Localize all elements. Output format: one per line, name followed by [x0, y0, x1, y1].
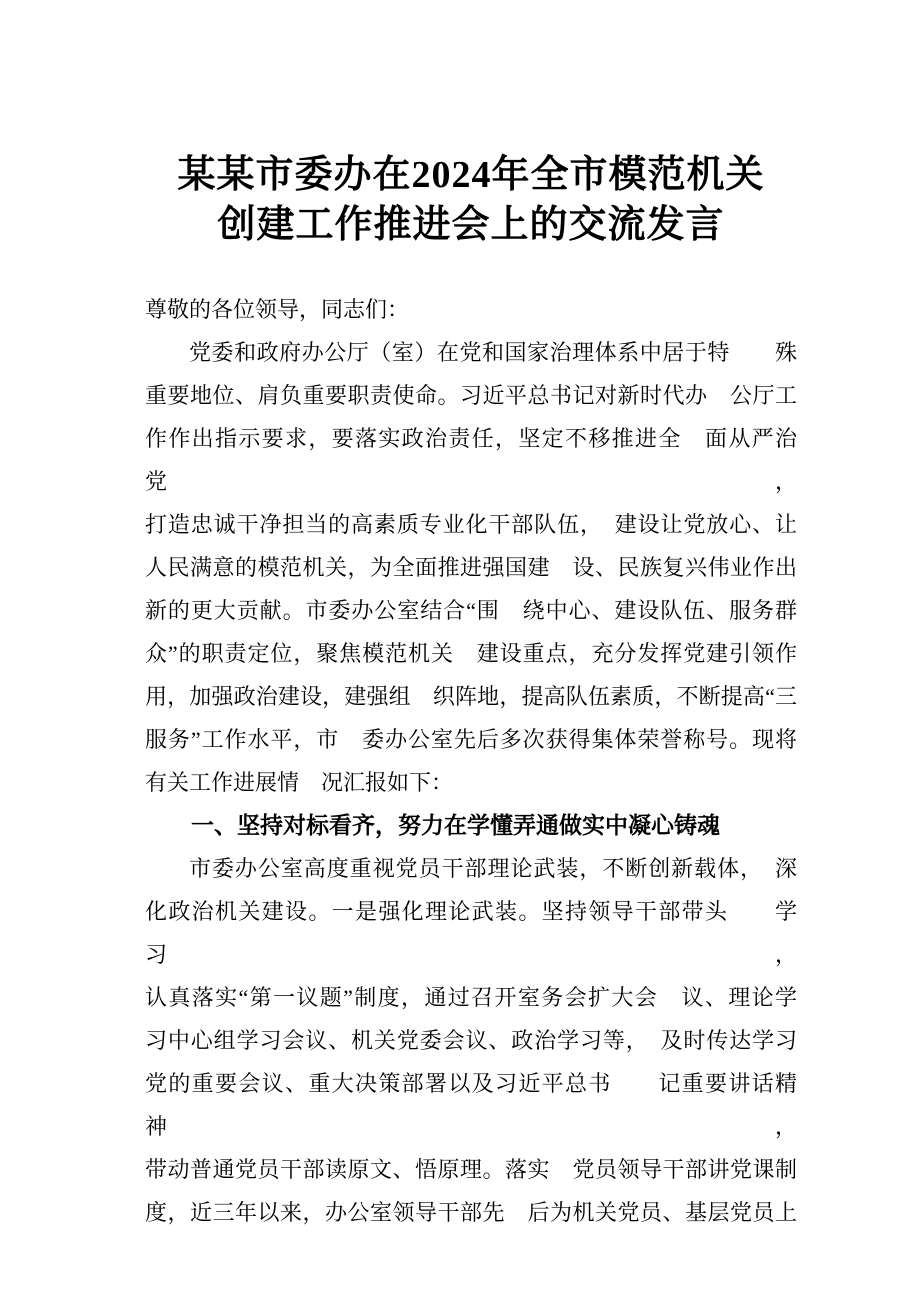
- document-title-line-2: 创建工作推进会上的交流发言: [217, 204, 725, 246]
- text-line: 众”的职责定位，聚焦模范机关 建设重点，充分发挥党建引领作: [145, 641, 797, 666]
- text-line: 党的重要会议、重大决策部署以及习近平总书 记重要讲话精神，: [145, 1071, 797, 1139]
- document-title-line-1: 某某市委办在2024年全市模范机关: [177, 154, 765, 196]
- section-heading: 一、坚持对标看齐，努力在学懂弄通做实中凝心铸魂: [191, 812, 720, 838]
- text-line: 有关工作进展情 况汇报如下：: [145, 770, 454, 795]
- text-line: 用，加强政治建设，建强组 织阵地，提高队伍素质，不断提高“三: [145, 684, 797, 709]
- text-line: 度，近三年以来，办公室领导干部先 后为机关党员、基层党员上: [145, 1200, 797, 1225]
- text-line: 化政治机关建设。一是强化理论武装。坚持领导干部带头 学习，: [145, 899, 797, 967]
- text-line: 新的更大贡献。市委办公室结合“围 绕中心、建设队伍、服务群: [145, 598, 797, 623]
- text-line: 人民满意的模范机关，为全面推进强国建 设、民族复兴伟业作出: [145, 555, 797, 580]
- text-line: 服务”工作水平，市 委办公室先后多次获得集体荣誉称号。现将: [145, 727, 797, 752]
- text-line: 认真落实“第一议题”制度，通过召开室务会扩大会 议、理论学: [145, 985, 797, 1010]
- text-line: 重要地位、肩负重要职责使命。习近平总书记对新时代办 公厅工: [145, 383, 797, 408]
- text-line: 市委办公室高度重视党员干部理论武装，不断创新载体， 深: [189, 856, 797, 881]
- text-line: 习中心组学习会议、机关党委会议、政治学习等， 及时传达学习: [145, 1028, 797, 1053]
- text-line: 党委和政府办公厅（室）在党和国家治理体系中居于特 殊: [189, 340, 797, 365]
- document-body: [145, 288, 797, 1234]
- document-title: [145, 150, 797, 250]
- text-line: 作作出指示要求，要落实政治责任，坚定不移推进全 面从严治党，: [145, 426, 797, 494]
- text-line: 打造忠诚干净担当的高素质专业化干部队伍， 建设让党放心、让: [145, 512, 797, 537]
- text-line: 带动普通党员干部读原文、悟原理。落实 党员领导干部讲党课制: [145, 1157, 797, 1182]
- text-line: 尊敬的各位领导，同志们：: [145, 297, 410, 322]
- document-content: [145, 150, 797, 1234]
